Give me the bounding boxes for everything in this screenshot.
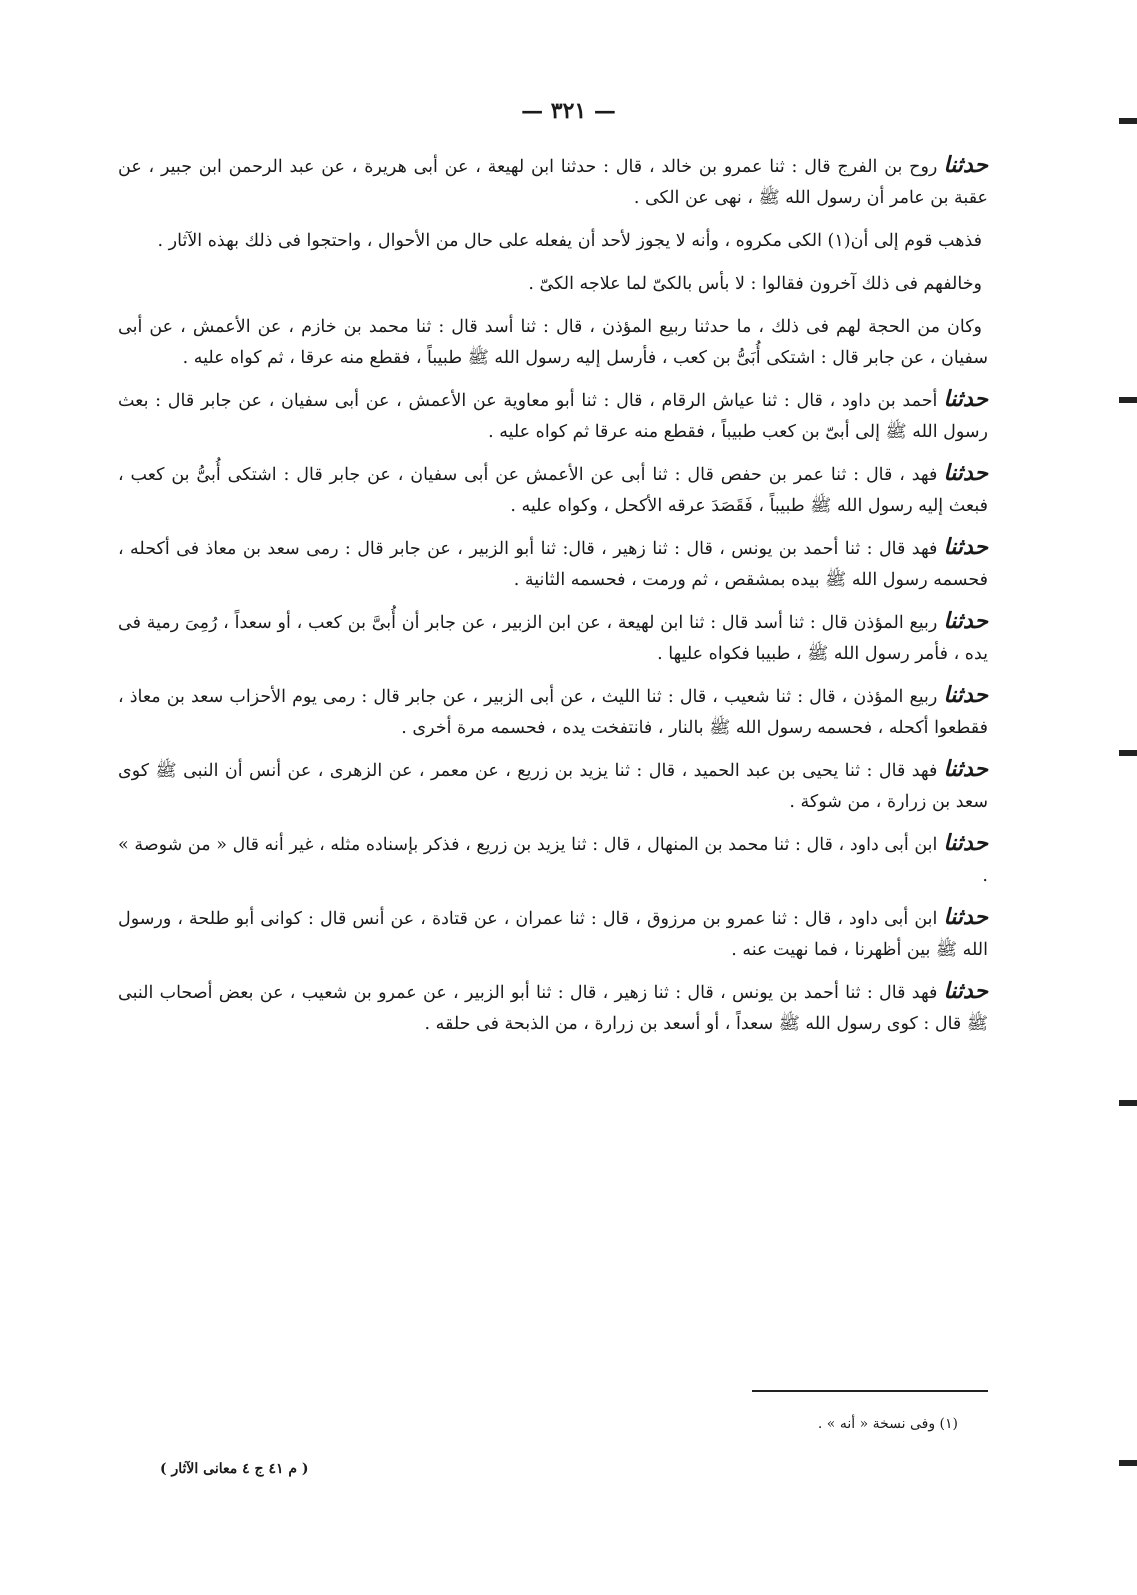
footnote: (١) وفى نسخة « أنه » .: [817, 1416, 958, 1432]
paragraph-text: ربيع المؤذن ، قال : ثنا شعيب ، قال : ثنا الليث ، عن أبى الزبير ، عن جابر قال : رمى يوم الأحزاب سعد بن معاذ ، فقطعوا أكحله ، فحسمه رسول الله ﷺ بالنار ، فانتفخت يده ، فحسمه مرة أخرى .: [118, 687, 988, 738]
paragraph-text: ربيع المؤذن قال : ثنا أسد قال : ثنا ابن لهيعة ، عن ابن الزبير ، عن جابر أن أُبىَّ بن كعب ، أو سعداً ، رُمِىَ رمية فى يده ، فأمر رسول الله ﷺ ، طبيبا فكواه عليها .: [118, 613, 988, 664]
paragraph: [118, 310, 988, 374]
hadith-lead-word: حدثنا: [943, 386, 988, 412]
scan-edge-mark: [1119, 1460, 1137, 1466]
footnote-divider: [752, 1390, 988, 1392]
scan-edge-mark: [1119, 1100, 1137, 1106]
scan-edge-mark: [1119, 118, 1137, 124]
hadith-lead-word: حدثنا: [943, 682, 988, 708]
paragraph-text: فهد قال : ثنا أحمد بن يونس ، قال : ثنا زهير ، قال: ثنا أبو الزبير ، عن جابر قال : رمى سعد بن معاذ فى أكحله ، فحسمه رسول الله ﷺ بيده بمشقص ، ثم ورمت ، فحسمه الثانية .: [118, 539, 988, 590]
hadith-lead-word: حدثنا: [943, 978, 988, 1004]
paragraph-text: وخالفهم فى ذلك آخرون فقالوا : لا بأس بالكىّ لما علاجه الكىّ .: [528, 274, 982, 294]
paragraph-text: فهد قال : ثنا أحمد بن يونس ، قال : ثنا زهير ، قال : ثنا أبو الزبير ، عن عمرو بن شعيب ، عن بعض أصحاب النبى ﷺ قال : كوى رسول الله ﷺ سعداً ، أو أسعد بن زرارة ، من الذبحة فى حلقه .: [118, 983, 988, 1034]
paragraph: [118, 150, 988, 214]
hadith-lead-word: حدثنا: [943, 830, 988, 856]
paragraph: [118, 902, 988, 966]
scan-edge-mark: [1119, 750, 1137, 756]
scan-edge-mark: [1119, 397, 1137, 403]
paragraph-text: فهد ، قال : ثنا عمر بن حفص قال : ثنا أبى عن الأعمش عن أبى سفيان ، عن جابر قال : اشتكى أُبىُّ بن كعب ، فبعث إليه رسول الله ﷺ طبيباً ، فَقَصَدَ عرقه الأكحل ، وكواه عليه .: [118, 465, 988, 516]
paragraph: [118, 680, 988, 744]
paragraph: [118, 458, 988, 522]
paragraph: [118, 828, 988, 892]
hadith-lead-word: حدثنا: [943, 756, 988, 782]
paragraph: [118, 606, 988, 670]
hadith-lead-word: حدثنا: [943, 152, 988, 178]
hadith-lead-word: حدثنا: [943, 460, 988, 486]
paragraph-text: فهد قال : ثنا يحيى بن عبد الحميد ، قال : ثنا يزيد بن زريع ، عن معمر ، عن الزهرى ، عن أنس أن النبى ﷺ كوى سعد بن زرارة ، من شوكة .: [118, 761, 988, 812]
paragraph-text: روح بن الفرج قال : ثنا عمرو بن خالد ، قال : حدثنا ابن لهيعة ، عن أبى هريرة ، عن عبد الرحمن ابن جبير ، عن عقبة بن عامر أن رسول الله ﷺ ، نهى عن الكى .: [118, 157, 988, 208]
paragraph-text: ابن أبى داود ، قال : ثنا عمرو بن مرزوق ، قال : ثنا عمران ، عن قتادة ، عن أنس قال : كوانى أبو طلحة ، ورسول الله ﷺ بين أظهرنا ، فما نهيت عنه .: [118, 909, 988, 960]
paragraph: [118, 267, 988, 300]
hadith-lead-word: حدثنا: [943, 608, 988, 634]
signature-mark: ( م ٤١ ج ٤ معانى الآثار ): [160, 1461, 309, 1477]
paragraph-text: فذهب قوم إلى أن(١) الكى مكروه ، وأنه لا يجوز لأحد أن يفعله على حال من الأحوال ، واحتجوا فى ذلك بهذه الآثار .: [157, 231, 982, 251]
paragraph: [118, 532, 988, 596]
main-text: [118, 150, 988, 1050]
paragraph: [118, 384, 988, 448]
paragraph-text: وكان من الحجة لهم فى ذلك ، ما حدثنا ربيع المؤذن ، قال : ثنا أسد قال : ثنا محمد بن خازم ، عن الأعمش ، عن أبى سفيان ، عن جابر قال : اشتكى أُبَىُّ بن كعب ، فأرسل إليه رسول الله ﷺ طبيباً ، فقطع منه عرقا ، ثم كواه عليه .: [118, 317, 988, 368]
paragraph-text: أحمد بن داود ، قال : ثنا عياش الرقام ، قال : ثنا أبو معاوية عن الأعمش ، عن أبى سفيان ، عن جابر قال : بعث رسول الله ﷺ إلى أبىّ بن كعب طبيباً ، فقطع منه عرقا ثم كواه عليه .: [118, 391, 988, 442]
paragraph-text: ابن أبى داود ، قال : ثنا محمد بن المنهال ، قال : ثنا يزيد بن زريع ، فذكر بإسناده مثله ، غير أنه قال « من شوصة » .: [118, 835, 988, 886]
paragraph: [118, 754, 988, 818]
paragraph: [118, 976, 988, 1040]
page-number: — ٣٢١ —: [521, 98, 616, 124]
paragraph: [118, 224, 988, 257]
hadith-lead-word: حدثنا: [943, 904, 988, 930]
hadith-lead-word: حدثنا: [943, 534, 988, 560]
